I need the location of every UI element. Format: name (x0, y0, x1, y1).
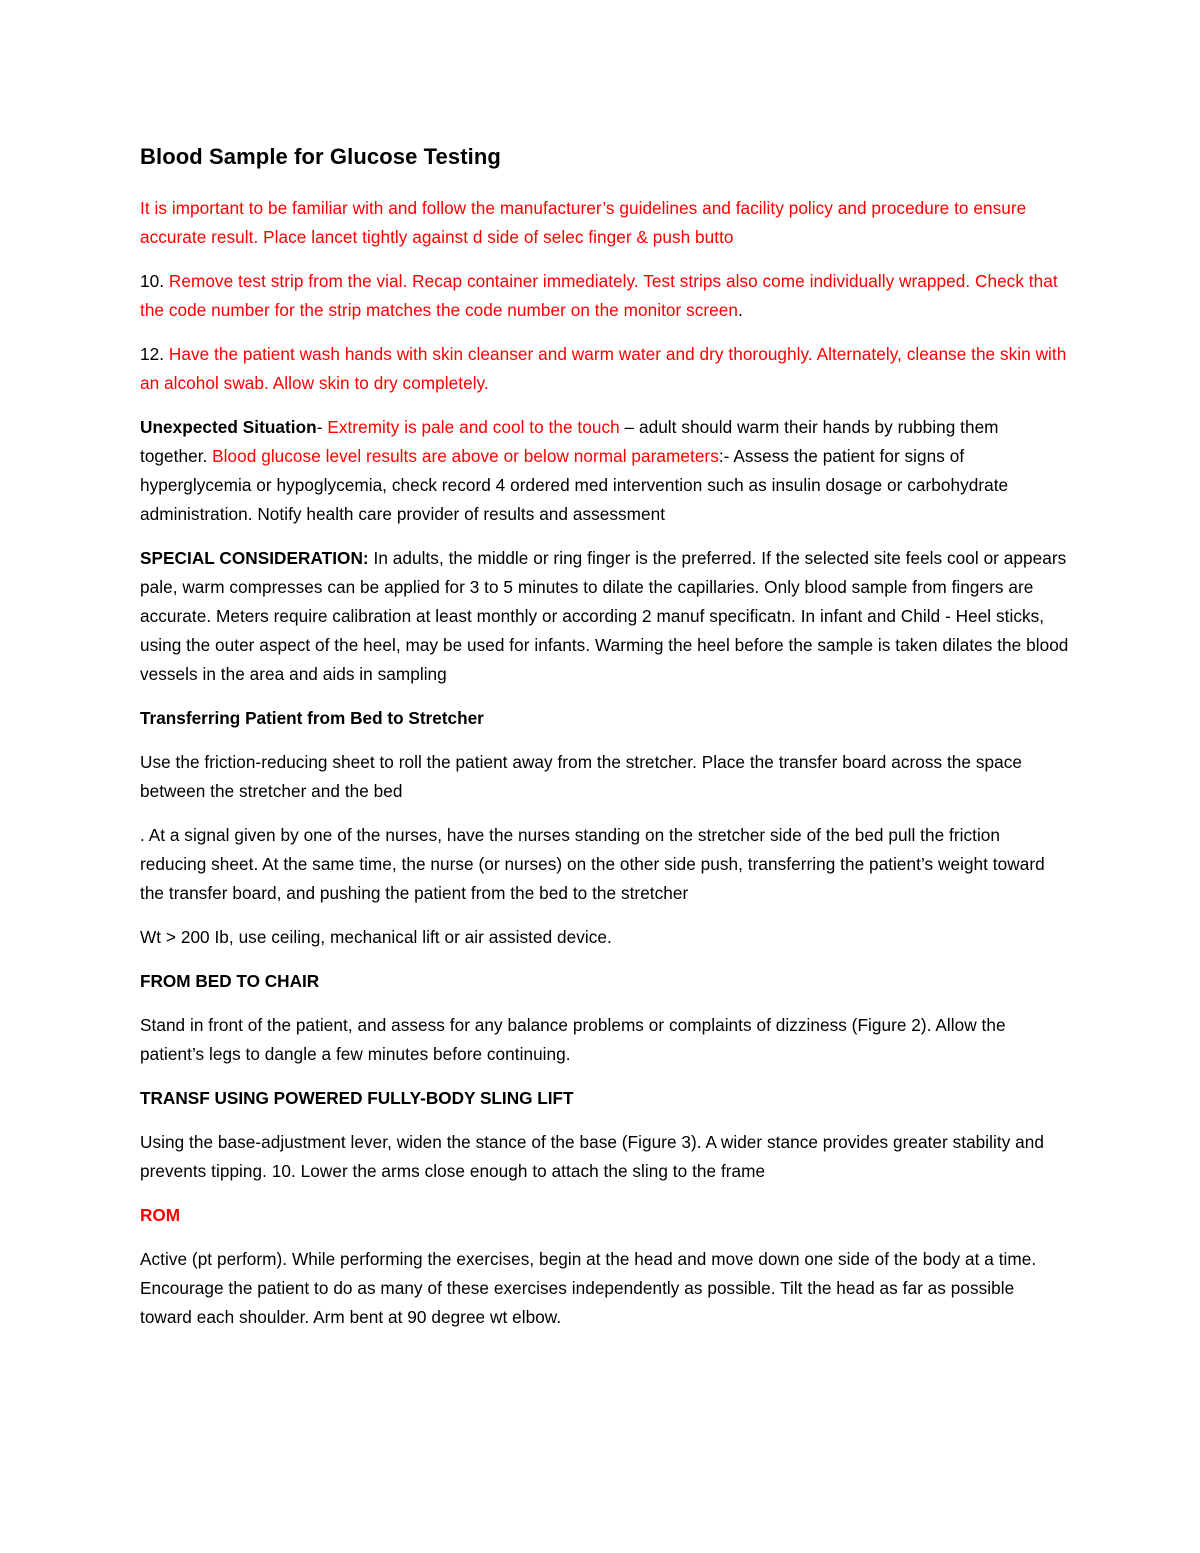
unexpected-dash: - (316, 417, 328, 437)
transfer-paragraph-1: Use the friction-reducing sheet to roll the patient away from the stretcher. Place the transfer board across the space between the stretcher and the bed (140, 752, 1022, 801)
document-page (140, 140, 1070, 1347)
special-consideration-label: SPECIAL CONSIDERATION: (140, 548, 369, 568)
step-10-number: 10. (140, 271, 169, 291)
step-12-number: 12. (140, 344, 169, 364)
step-10-paragraph (140, 267, 1070, 325)
step-10-text: Remove test strip from the vial. Recap container immediately. Test strips also come individually wrapped. Check that the code number for the strip matches the code number on the monitor screen (140, 271, 1058, 320)
step-10-end: . (738, 300, 743, 320)
transfer-paragraph-2: . At a signal given by one of the nurses, have the nurses standing on the stretcher side of the bed pull the friction reducing sheet. At the same time, the nurse (or nurses) on the other side push, transferring the patient’s weight toward the transfer board, and pushing the patient from the bed to the stretcher (140, 825, 1045, 903)
transfer-paragraph-3: Wt > 200 Ib, use ceiling, mechanical lift or air assisted device. (140, 927, 612, 947)
sling-lift-paragraph: Using the base-adjustment lever, widen the stance of the base (Figure 3). A wider stance provides greater stability and prevents tipping. 10. Lower the arms close enough to attach the sling to the frame (140, 1132, 1045, 1181)
unexpected-red-2: Blood glucose level results are above or below normal parameters (212, 446, 719, 466)
bed-to-chair-heading: FROM BED TO CHAIR (140, 971, 320, 991)
unexpected-situation-label: Unexpected Situation (140, 417, 317, 437)
unexpected-text-2: :- Assess the patient for signs of hyperglycemia or hypoglycemia, check record 4 ordered med intervention such as insulin dosage or carbohydrate administration. Notify health care provider of results and assessment (140, 446, 1009, 524)
rom-paragraph: Active (pt perform). While performing the exercises, begin at the head and move down one side of the body at a time. Encourage the patient to do as many of these exercises independently as possible. Tilt the head as far as possible toward each shoulder. Arm bent at 90 degree wt elbow. (140, 1249, 1037, 1327)
sling-lift-heading: TRANSF USING POWERED FULLY-BODY SLING LIFT (140, 1088, 574, 1108)
special-consideration-paragraph (140, 544, 1070, 689)
special-consideration-text: In adults, the middle or ring finger is the preferred. If the selected site feels cool or appears pale, warm compresses can be applied for 3 to 5 minutes to dilate the capillaries. Only blood sample from fingers are accurate. Meters require calibration at least monthly or according 2 manuf specificatn. In infant and Child - Heel sticks, using the outer aspect of the heel, may be used for infants. Warming the heel before the sample is taken dilates the blood vessels in the area and aids in sampling (140, 548, 1069, 684)
rom-heading: ROM (140, 1205, 181, 1225)
bed-to-chair-paragraph: Stand in front of the patient, and assess for any balance problems or complaints of dizziness (Figure 2). Allow the patient’s legs to dangle a few minutes before continuing. (140, 1015, 1006, 1064)
transfer-heading: Transferring Patient from Bed to Stretcher (140, 708, 484, 728)
step-12-paragraph (140, 340, 1070, 398)
document-title: Blood Sample for Glucose Testing (140, 144, 501, 169)
unexpected-situation-paragraph (140, 413, 1070, 529)
unexpected-text-1: – adult should warm their hands by rubbing them together. (140, 417, 999, 466)
step-12-text: Have the patient wash hands with skin cleanser and warm water and dry thoroughly. Alternately, cleanse the skin with an alcohol swab. Allow skin to dry completely. (140, 344, 1067, 393)
unexpected-red-1: Extremity is pale and cool to the touch (327, 417, 620, 437)
intro-paragraph: It is important to be familiar with and follow the manufacturer’s guidelines and facility policy and procedure to ensure accurate result. Place lancet tightly against d side of selec finger & push butto (140, 198, 1027, 247)
